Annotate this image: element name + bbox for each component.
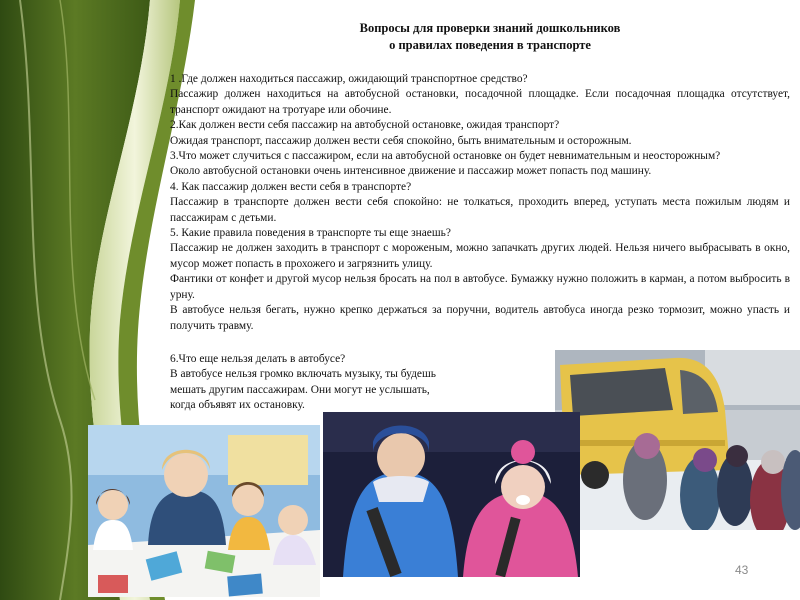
paragraph: Пассажир не должен заходить в транспорт с мороженым, можно запачкать других людей. Нельзя ничего выбрасывать в окно, мусор может попасть в прохожего и загрязнить улицу. bbox=[170, 242, 790, 270]
panel-line: В автобусе нельзя громко включать музыку, ты будешь bbox=[170, 368, 436, 381]
paragraph: 1 .Где должен находиться пассажир, ожидающий транспортное средство? bbox=[170, 73, 528, 85]
car-seat-photo bbox=[323, 412, 580, 577]
title-line-2: о правилах поведения в транспорте bbox=[389, 38, 591, 52]
paragraph: 5. Какие правила поведения в транспорте ты еще знаешь? bbox=[170, 227, 451, 240]
paragraph: 2.Как должен вести себя пассажир на автобусной остановке, ожидая транспорт? bbox=[170, 119, 560, 132]
paragraph: 4. Как пассажир должен вести себя в транспорте? bbox=[170, 180, 412, 193]
paragraph: В автобусе нельзя бегать, нужно крепко держаться за поручни, водитель автобуса иногда резко тормозит, можно упасть и получить травму. bbox=[170, 304, 790, 332]
panel-line: мешать другим пассажирам. Они могут не услышать, bbox=[170, 383, 430, 396]
questions-text bbox=[170, 72, 790, 334]
paragraph: Фантики от конфет и другой мусор нельзя бросать на пол в автобусе. Бумажку нужно положить в карман, а потом выбросить в урну. bbox=[170, 273, 790, 301]
title-line-1: Вопросы для проверки знаний дошкольников bbox=[359, 21, 621, 35]
panel-line: когда объявят их остановку. bbox=[170, 399, 305, 412]
paragraph: Ожидая транспорт, пассажир должен вести себя спокойно, быть внимательным и осторожным. bbox=[170, 134, 632, 147]
paragraph: 3.Что может случиться с пассажиром, если на автобусной остановке он будет невнимательным и неосторожным? bbox=[170, 150, 721, 163]
slide-title bbox=[210, 20, 770, 54]
paragraph: Пассажир в транспорте должен вести себя спокойно: не толкаться, проходить вперед, уступать места пожилым людям и пассажирам с детьми. bbox=[170, 196, 790, 224]
bus-stop-photo bbox=[555, 350, 800, 530]
page-number: 43 bbox=[735, 563, 749, 577]
classroom-photo bbox=[88, 425, 320, 597]
paragraph: Около автобусной остановки очень интенсивное движение и пассажир может попасть под машину. bbox=[170, 165, 652, 178]
paragraph: Пассажир должен находиться на автобусной остановки, посадочной площадке. Если посадочная площадка отсутствует, транспорт ожидают на тротуаре или обочине. bbox=[170, 88, 790, 116]
question-6-panel bbox=[170, 352, 555, 414]
panel-line: 6.Что еще нельзя делать в автобусе? bbox=[170, 353, 346, 365]
